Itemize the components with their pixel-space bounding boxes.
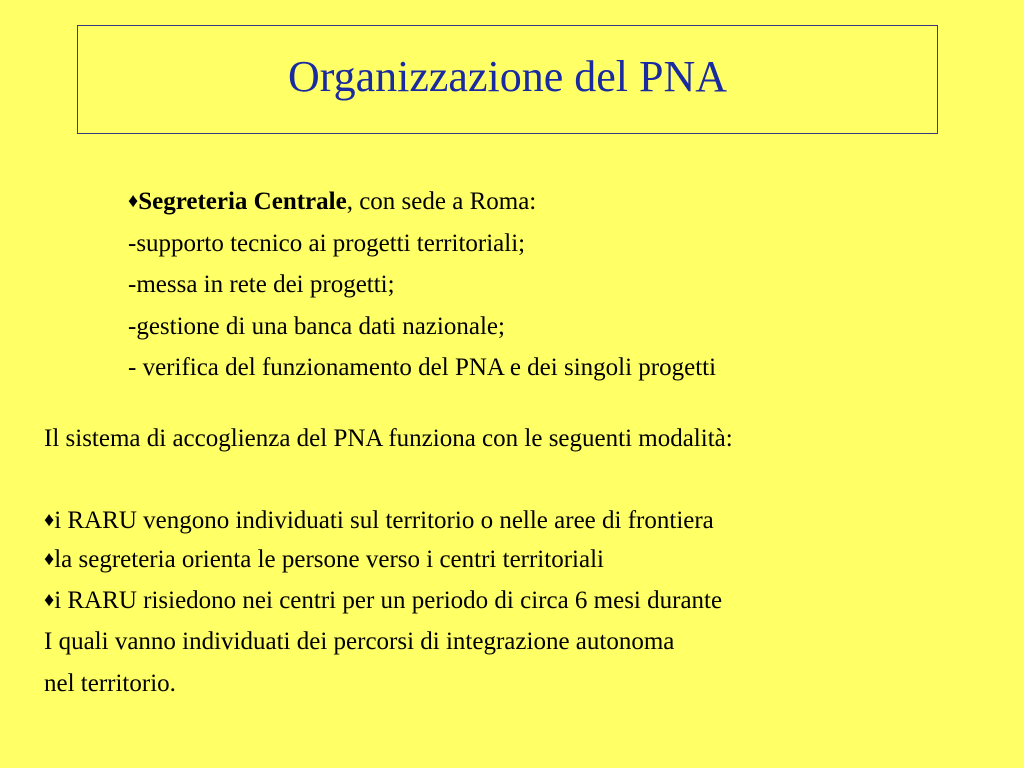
sistema-intro: Il sistema di accoglienza del PNA funziona con le seguenti modalità: [44,425,733,452]
segreteria-item: - verifica del funzionamento del PNA e dei singoli progetti [128,354,717,381]
diamond-bullet-icon: ♦ [44,509,55,531]
diamond-bullet-icon: ♦ [128,190,139,212]
sistema-point-text: la segreteria orienta le persone verso i centri territoriali [54,546,604,573]
sistema-point [44,507,714,536]
sistema-point [44,587,722,616]
sistema-continuation: nel territorio. [44,670,176,697]
title-box [77,25,938,134]
sistema-point-text: i RARU vengono individuati sul territorio o nelle aree di frontiera [54,507,714,534]
segreteria-heading-rest: , con sede a Roma: [346,188,537,215]
sistema-continuation: I quali vanno individuati dei percorsi di integrazione autonoma [44,628,675,655]
sistema-point [44,546,604,575]
diamond-bullet-icon: ♦ [44,548,55,570]
segreteria-item: -supporto tecnico ai progetti territoriali; [128,230,526,257]
diamond-bullet-icon: ♦ [44,589,55,611]
segreteria-item: -messa in rete dei progetti; [128,271,395,298]
segreteria-item: -gestione di una banca dati nazionale; [128,313,505,340]
slide-title: Organizzazione del PNA [287,52,728,101]
segreteria-heading [128,188,536,217]
sistema-point-text: i RARU risiedono nei centri per un periodo di circa 6 mesi durante [54,587,723,614]
segreteria-heading-bold: Segreteria Centrale [138,188,347,215]
